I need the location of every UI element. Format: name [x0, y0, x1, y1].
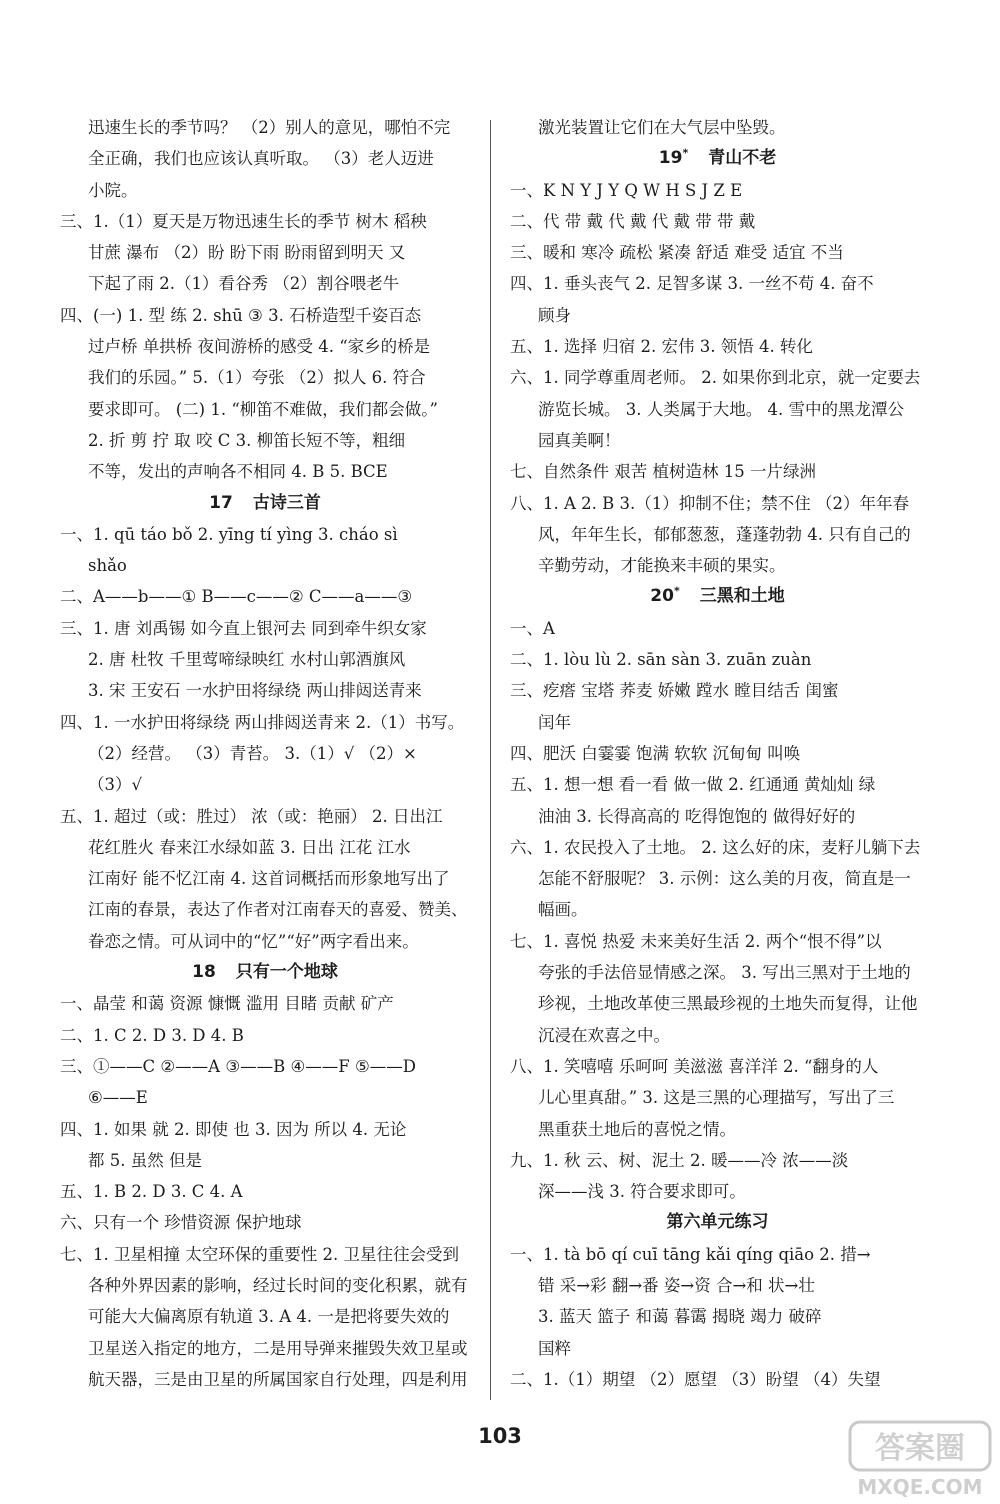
answer-line: 三、疙瘩 宝塔 荞麦 娇嫩 蹚水 瞠目结舌 闺蜜 — [510, 681, 839, 701]
answer-line: 三、1.（1）夏天是万物迅速生长的季节 树木 稻秧 — [60, 211, 427, 231]
answer-line: 七、1. 喜悦 热爱 未来美好生活 2. 两个“恨不得”以 — [510, 931, 882, 951]
answer-line: 各种外界因素的影响，经过长时间的变化积累，就有 — [88, 1275, 468, 1295]
answer-line: 甘蔗 瀑布 （2）盼 盼下雨 盼雨留到明天 又 — [88, 243, 406, 263]
answer-line: shǎo — [88, 556, 127, 576]
section-heading — [60, 957, 470, 988]
answer-line: 2. 唐 杜牧 千里莺啼绿映红 水村山郭酒旗风 — [88, 650, 406, 670]
answer-line: 卫星送入指定的地方，二是用导弹来摧毁失效卫星或 — [88, 1338, 468, 1358]
answer-line: 四、1. 如果 就 2. 即使 也 3. 因为 所以 4. 无论 — [60, 1119, 407, 1139]
answer-line: 游览长城。 3. 人类属于大地。 4. 雪中的黑龙潭公 — [538, 399, 904, 419]
section-title: 只有一个地球 — [235, 962, 338, 983]
section-heading — [60, 488, 470, 519]
answer-line: 深——浅 3. 符合要求即可。 — [538, 1182, 746, 1202]
section-heading — [510, 143, 925, 174]
answer-line: 怎能不舒服呢？ 3. 示例：这么美的月夜，简直是一 — [538, 869, 911, 889]
answer-line: 四、(一) 1. 型 练 2. shū ③ 3. 石桥造型千姿百态 — [60, 305, 422, 325]
answer-line: 我们的乐园。” 5.（1）夸张 （2）拟人 6. 符合 — [88, 368, 426, 388]
answer-line: ⑥——E — [88, 1088, 148, 1108]
answer-line: 三、①——C ②——A ③——B ④——F ⑤——D — [60, 1056, 416, 1076]
section-heading — [510, 1207, 925, 1238]
answer-line: 一、A — [510, 618, 555, 638]
optional-lesson-mark: * — [682, 146, 689, 160]
answer-line: 风，年年生长，郁郁葱葱，蓬蓬勃勃 4. 只有自己的 — [538, 524, 911, 544]
answer-line: （3）√ — [88, 775, 143, 795]
section-title: 三黑和土地 — [699, 586, 785, 607]
answer-line: 全正确，我们也应该认真听取。 （3）老人迈进 — [88, 149, 434, 169]
watermark-en: MXQE.COM — [857, 1475, 983, 1499]
answer-line: 一、K N Y J Y Q W H S J Z E — [510, 180, 743, 200]
answer-line: 五、1. 选择 归宿 2. 宏伟 3. 领悟 4. 转化 — [510, 337, 813, 357]
answer-line: 黑重获土地后的喜悦之情。 — [538, 1119, 736, 1139]
answer-line: 二、代 带 戴 代 戴 代 戴 带 带 戴 — [510, 211, 756, 231]
answer-line: 眷恋之情。可从词中的“忆”“好”两字看出来。 — [88, 931, 419, 951]
answer-line: 七、自然条件 艰苦 植树造林 15 一片绿洲 — [510, 462, 816, 482]
answer-line: 闰年 — [538, 712, 571, 732]
section-title: 青山不老 — [708, 148, 777, 169]
answer-line: 一、1. tà bō qí cuī tāng kǎi qíng qiāo 2. 措→ — [510, 1244, 871, 1264]
answer-line: 珍视，土地改革使三黑最珍视的土地失而复得，让他 — [538, 994, 918, 1014]
answer-line: 要求即可。 (二) 1. “柳笛不难做，我们都会做。” — [88, 399, 438, 419]
answer-line: 四、1. 垂头丧气 2. 足智多谋 3. 一丝不苟 4. 奋不 — [510, 274, 874, 294]
answer-line: 五、1. 想一想 看一看 做一做 2. 红通通 黄灿灿 绿 — [510, 775, 876, 795]
column-divider — [490, 120, 491, 1400]
answer-line: 园真美啊！ — [538, 430, 621, 450]
answer-line: 迅速生长的季节吗？ （2）别人的意见，哪怕不完 — [88, 118, 451, 137]
section-title: 古诗三首 — [252, 492, 321, 513]
answer-line: 六、1. 同学尊重周老师。 2. 如果你到北京，就一定要去 — [510, 368, 921, 388]
answer-line: 航天器，三是由卫星的所属国家自行处理，四是利用 — [88, 1369, 468, 1389]
answer-line: 二、A——b——① B——c——② C——a——③ — [60, 587, 413, 607]
answer-line: 可能大大偏离原有轨道 3. A 4. 一是把将要失效的 — [88, 1307, 450, 1327]
section-number: 20 — [650, 586, 674, 607]
answer-line: 都 5. 虽然 但是 — [88, 1150, 202, 1170]
section-heading — [510, 581, 925, 612]
answer-line: 辛勤劳动，才能换来丰硕的果实。 — [538, 556, 786, 576]
answer-line: 六、1. 农民投入了土地。 2. 这么好的床，麦籽儿躺下去 — [510, 837, 921, 857]
answer-line: 2. 折 剪 拧 取 咬 C 3. 柳笛长短不等，粗细 — [88, 430, 406, 450]
answer-line: 夸张的手法倍显情感之深。 3. 写出三黑对于土地的 — [538, 963, 911, 983]
answer-line: 油油 3. 长得高高的 吃得饱饱的 做得好好的 — [538, 806, 856, 826]
answer-line: 幅画。 — [538, 900, 588, 920]
answer-line: 激光装置让它们在大气层中坠毁。 — [538, 118, 786, 137]
answer-line: 江南的春景，表达了作者对江南春天的喜爱、赞美、 — [88, 900, 468, 920]
answer-line: 3. 蓝天 篮子 和蔼 暮霭 揭晓 竭力 破碎 — [538, 1307, 822, 1327]
optional-lesson-mark: * — [673, 584, 680, 598]
answer-line: 三、1. 唐 刘禹锡 如今直上银河去 同到牵牛织女家 — [60, 618, 427, 638]
answer-line: 3. 宋 王安石 一水护田将绿绕 两山排闼送青来 — [88, 681, 422, 701]
answer-line: 二、1. C 2. D 3. D 4. B — [60, 1025, 244, 1045]
answer-line: 四、1. 一水护田将绿绕 两山排闼送青来 2.（1）书写。 — [60, 712, 465, 732]
section-number: 18 — [192, 962, 216, 983]
answer-line: 顾身 — [538, 305, 571, 325]
answer-line: 沉浸在欢喜之中。 — [538, 1025, 670, 1045]
answer-line: 不等，发出的声响各不相同 4. B 5. BCE — [88, 462, 388, 482]
answer-line: 江南好 能不忆江南 4. 这首词概括而形象地写出了 — [88, 869, 450, 889]
answer-line: 三、暖和 寒冷 疏松 紧凑 舒适 难受 适宜 不当 — [510, 243, 844, 263]
answer-line: 九、1. 秋 云、树、泥土 2. 暖——冷 浓——淡 — [510, 1150, 849, 1170]
page-number: 103 — [478, 1424, 522, 1448]
answer-line: 一、1. qū táo bǒ 2. yīng tí yìng 3. cháo sì — [60, 524, 398, 544]
answer-line: 五、1. 超过（或：胜过） 浓（或：艳丽） 2. 日出江 — [60, 806, 443, 826]
watermark-logo — [846, 1416, 996, 1502]
answer-line: 八、1. 笑嘻嘻 乐呵呵 美滋滋 喜洋洋 2. “翻身的人 — [510, 1056, 879, 1076]
answer-line: 五、1. B 2. D 3. C 4. A — [60, 1182, 243, 1202]
answer-line: 七、1. 卫星相撞 太空环保的重要性 2. 卫星往往会受到 — [60, 1244, 459, 1264]
answer-line: 二、1. lòu lù 2. sān sàn 3. zuān zuàn — [510, 650, 812, 670]
answer-line: 一、晶莹 和蔼 资源 慷慨 滥用 目睹 贡献 矿产 — [60, 994, 394, 1014]
answer-line: 错 采→彩 翻→番 姿→资 合→和 状→壮 — [538, 1275, 815, 1295]
answer-line: 下起了雨 2.（1）看谷秀 （2）割谷喂老牛 — [88, 274, 400, 294]
left-column — [60, 112, 470, 1395]
section-number: 17 — [209, 492, 233, 513]
answer-line: （2）经营。 （3）青苔。 3.（1）√ （2）× — [88, 743, 417, 763]
answer-line: 国粹 — [538, 1338, 571, 1358]
watermark-cn: 答案圈 — [875, 1431, 965, 1466]
right-column — [510, 112, 925, 1395]
answer-line: 小院。 — [88, 180, 138, 200]
answer-line: 儿心里真甜。” 3. 这是三黑的心理描写，写出了三 — [538, 1088, 895, 1108]
answer-line: 二、1.（1）期望 （2）愿望 （3）盼望 （4）失望 — [510, 1369, 881, 1389]
answer-line: 八、1. A 2. B 3.（1）抑制不住；禁不住 （2）年年春 — [510, 493, 909, 513]
answer-line: 四、肥沃 白霎霎 饱满 软软 沉甸甸 叫唤 — [510, 743, 801, 763]
answer-line: 过卢桥 单拱桥 夜间游桥的感受 4. “家乡的桥是 — [88, 337, 431, 357]
answer-line: 花红胜火 春来江水绿如蓝 3. 日出 江花 江水 — [88, 837, 411, 857]
section-number: 19 — [658, 148, 683, 169]
section-title: 第六单元练习 — [666, 1212, 769, 1233]
answer-line: 六、只有一个 珍惜资源 保护地球 — [60, 1213, 302, 1233]
